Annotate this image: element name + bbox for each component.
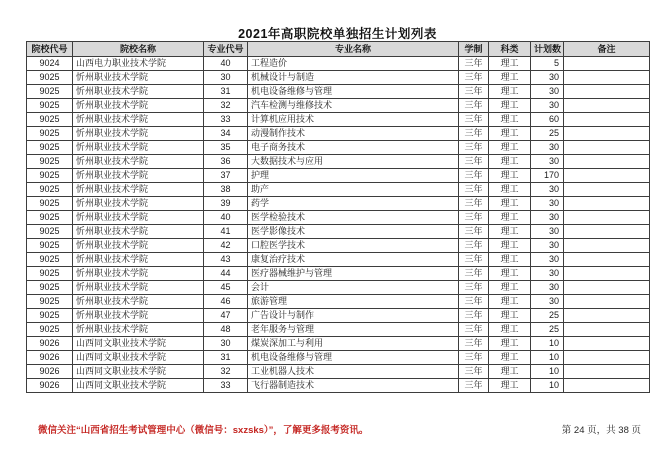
cell-major-code: 35 bbox=[204, 141, 248, 155]
cell-college-code: 9025 bbox=[27, 267, 73, 281]
cell-plan-count: 5 bbox=[531, 57, 564, 71]
cell-college-code: 9025 bbox=[27, 225, 73, 239]
cell-college-code: 9025 bbox=[27, 323, 73, 337]
wechat-notice: 微信关注“山西省招生考试管理中心（微信号：sxzsks）”，了解更多报考资讯。 bbox=[38, 425, 369, 436]
cell-remarks bbox=[564, 127, 650, 141]
table-row bbox=[27, 71, 650, 85]
cell-remarks bbox=[564, 379, 650, 393]
cell-major-code: 48 bbox=[204, 323, 248, 337]
cell-duration: 三年 bbox=[459, 225, 489, 239]
cell-category: 理工 bbox=[489, 267, 531, 281]
cell-major-code: 46 bbox=[204, 295, 248, 309]
table-row bbox=[27, 295, 650, 309]
cell-category: 理工 bbox=[489, 253, 531, 267]
cell-plan-count: 25 bbox=[531, 309, 564, 323]
cell-college-name: 山西同文职业技术学院 bbox=[73, 379, 204, 393]
cell-major-name: 药学 bbox=[248, 197, 459, 211]
cell-category: 理工 bbox=[489, 225, 531, 239]
cell-major-name: 旅游管理 bbox=[248, 295, 459, 309]
header-remarks: 备注 bbox=[564, 42, 650, 57]
cell-plan-count: 30 bbox=[531, 183, 564, 197]
cell-remarks bbox=[564, 71, 650, 85]
table-row bbox=[27, 99, 650, 113]
cell-major-name: 电子商务技术 bbox=[248, 141, 459, 155]
cell-category: 理工 bbox=[489, 57, 531, 71]
cell-plan-count: 10 bbox=[531, 351, 564, 365]
cell-remarks bbox=[564, 225, 650, 239]
cell-college-code: 9026 bbox=[27, 337, 73, 351]
cell-duration: 三年 bbox=[459, 323, 489, 337]
cell-plan-count: 10 bbox=[531, 365, 564, 379]
cell-major-name: 老年服务与管理 bbox=[248, 323, 459, 337]
page-indicator: 第 24 页，共 38 页 bbox=[561, 425, 641, 436]
cell-plan-count: 10 bbox=[531, 379, 564, 393]
cell-major-name: 护理 bbox=[248, 169, 459, 183]
cell-plan-count: 60 bbox=[531, 113, 564, 127]
cell-duration: 三年 bbox=[459, 253, 489, 267]
cell-duration: 三年 bbox=[459, 267, 489, 281]
header-college-name: 院校名称 bbox=[73, 42, 204, 57]
cell-plan-count: 30 bbox=[531, 239, 564, 253]
table-row bbox=[27, 113, 650, 127]
cell-remarks bbox=[564, 169, 650, 183]
cell-duration: 三年 bbox=[459, 169, 489, 183]
cell-major-code: 44 bbox=[204, 267, 248, 281]
cell-college-name: 忻州职业技术学院 bbox=[73, 183, 204, 197]
cell-college-code: 9025 bbox=[27, 211, 73, 225]
cell-duration: 三年 bbox=[459, 239, 489, 253]
table-row bbox=[27, 85, 650, 99]
cell-duration: 三年 bbox=[459, 57, 489, 71]
header-category: 科类 bbox=[489, 42, 531, 57]
table-row bbox=[27, 337, 650, 351]
cell-category: 理工 bbox=[489, 211, 531, 225]
cell-remarks bbox=[564, 155, 650, 169]
cell-plan-count: 30 bbox=[531, 281, 564, 295]
table-row bbox=[27, 253, 650, 267]
header-major-name: 专业名称 bbox=[248, 42, 459, 57]
cell-category: 理工 bbox=[489, 155, 531, 169]
cell-college-name: 忻州职业技术学院 bbox=[73, 309, 204, 323]
cell-category: 理工 bbox=[489, 169, 531, 183]
cell-major-name: 工程造价 bbox=[248, 57, 459, 71]
table-row bbox=[27, 309, 650, 323]
cell-college-name: 忻州职业技术学院 bbox=[73, 225, 204, 239]
cell-major-name: 机械设计与制造 bbox=[248, 71, 459, 85]
cell-college-name: 忻州职业技术学院 bbox=[73, 323, 204, 337]
cell-plan-count: 30 bbox=[531, 71, 564, 85]
cell-major-code: 30 bbox=[204, 71, 248, 85]
cell-category: 理工 bbox=[489, 309, 531, 323]
table-row bbox=[27, 197, 650, 211]
cell-duration: 三年 bbox=[459, 155, 489, 169]
cell-major-name: 医疗器械维护与管理 bbox=[248, 267, 459, 281]
cell-category: 理工 bbox=[489, 351, 531, 365]
cell-college-name: 忻州职业技术学院 bbox=[73, 127, 204, 141]
cell-remarks bbox=[564, 337, 650, 351]
cell-college-name: 忻州职业技术学院 bbox=[73, 253, 204, 267]
cell-major-code: 34 bbox=[204, 127, 248, 141]
cell-college-code: 9024 bbox=[27, 57, 73, 71]
cell-college-name: 忻州职业技术学院 bbox=[73, 169, 204, 183]
cell-college-code: 9026 bbox=[27, 365, 73, 379]
cell-major-code: 31 bbox=[204, 351, 248, 365]
cell-college-name: 忻州职业技术学院 bbox=[73, 281, 204, 295]
cell-category: 理工 bbox=[489, 281, 531, 295]
cell-college-code: 9025 bbox=[27, 197, 73, 211]
page-title: 2021年高职院校单独招生计划列表 bbox=[238, 27, 437, 41]
cell-category: 理工 bbox=[489, 323, 531, 337]
header-major-code: 专业代号 bbox=[204, 42, 248, 57]
cell-duration: 三年 bbox=[459, 295, 489, 309]
cell-duration: 三年 bbox=[459, 113, 489, 127]
cell-duration: 三年 bbox=[459, 141, 489, 155]
cell-category: 理工 bbox=[489, 113, 531, 127]
cell-college-code: 9025 bbox=[27, 281, 73, 295]
cell-remarks bbox=[564, 365, 650, 379]
cell-plan-count: 30 bbox=[531, 141, 564, 155]
cell-major-name: 机电设备维修与管理 bbox=[248, 351, 459, 365]
cell-college-name: 忻州职业技术学院 bbox=[73, 267, 204, 281]
cell-major-name: 会计 bbox=[248, 281, 459, 295]
cell-major-code: 40 bbox=[204, 211, 248, 225]
cell-major-code: 30 bbox=[204, 337, 248, 351]
cell-major-name: 口腔医学技术 bbox=[248, 239, 459, 253]
cell-category: 理工 bbox=[489, 337, 531, 351]
table-row bbox=[27, 379, 650, 393]
cell-college-name: 山西电力职业技术学院 bbox=[73, 57, 204, 71]
cell-category: 理工 bbox=[489, 127, 531, 141]
enrollment-plan-table bbox=[26, 41, 650, 393]
cell-plan-count: 10 bbox=[531, 337, 564, 351]
cell-category: 理工 bbox=[489, 379, 531, 393]
cell-plan-count: 25 bbox=[531, 323, 564, 337]
cell-duration: 三年 bbox=[459, 197, 489, 211]
cell-duration: 三年 bbox=[459, 351, 489, 365]
table-row bbox=[27, 225, 650, 239]
cell-college-code: 9025 bbox=[27, 183, 73, 197]
cell-category: 理工 bbox=[489, 295, 531, 309]
cell-major-code: 37 bbox=[204, 169, 248, 183]
cell-college-code: 9025 bbox=[27, 85, 73, 99]
cell-plan-count: 30 bbox=[531, 197, 564, 211]
cell-college-name: 忻州职业技术学院 bbox=[73, 295, 204, 309]
cell-college-code: 9025 bbox=[27, 127, 73, 141]
table-row bbox=[27, 57, 650, 71]
cell-college-name: 忻州职业技术学院 bbox=[73, 113, 204, 127]
cell-plan-count: 30 bbox=[531, 155, 564, 169]
cell-category: 理工 bbox=[489, 85, 531, 99]
cell-major-code: 38 bbox=[204, 183, 248, 197]
cell-college-code: 9025 bbox=[27, 253, 73, 267]
cell-college-name: 山西同文职业技术学院 bbox=[73, 337, 204, 351]
cell-plan-count: 170 bbox=[531, 169, 564, 183]
cell-duration: 三年 bbox=[459, 337, 489, 351]
cell-college-code: 9025 bbox=[27, 239, 73, 253]
cell-college-name: 忻州职业技术学院 bbox=[73, 71, 204, 85]
cell-college-code: 9025 bbox=[27, 71, 73, 85]
table-row bbox=[27, 141, 650, 155]
cell-remarks bbox=[564, 309, 650, 323]
cell-major-name: 医学影像技术 bbox=[248, 225, 459, 239]
cell-category: 理工 bbox=[489, 71, 531, 85]
cell-category: 理工 bbox=[489, 239, 531, 253]
cell-major-name: 助产 bbox=[248, 183, 459, 197]
cell-college-code: 9025 bbox=[27, 169, 73, 183]
cell-duration: 三年 bbox=[459, 379, 489, 393]
cell-remarks bbox=[564, 281, 650, 295]
header-college-code: 院校代号 bbox=[27, 42, 73, 57]
table-header-row bbox=[27, 42, 650, 57]
header-duration: 学制 bbox=[459, 42, 489, 57]
cell-major-code: 47 bbox=[204, 309, 248, 323]
cell-college-name: 忻州职业技术学院 bbox=[73, 211, 204, 225]
cell-category: 理工 bbox=[489, 197, 531, 211]
table-row bbox=[27, 365, 650, 379]
cell-plan-count: 30 bbox=[531, 85, 564, 99]
cell-college-code: 9025 bbox=[27, 99, 73, 113]
cell-major-code: 45 bbox=[204, 281, 248, 295]
cell-college-name: 忻州职业技术学院 bbox=[73, 141, 204, 155]
cell-major-name: 动漫制作技术 bbox=[248, 127, 459, 141]
cell-college-name: 忻州职业技术学院 bbox=[73, 197, 204, 211]
cell-duration: 三年 bbox=[459, 85, 489, 99]
table-row bbox=[27, 211, 650, 225]
table-row bbox=[27, 183, 650, 197]
cell-remarks bbox=[564, 295, 650, 309]
cell-remarks bbox=[564, 183, 650, 197]
cell-major-name: 机电设备维修与管理 bbox=[248, 85, 459, 99]
cell-category: 理工 bbox=[489, 365, 531, 379]
cell-plan-count: 30 bbox=[531, 295, 564, 309]
cell-major-name: 汽车检测与维修技术 bbox=[248, 99, 459, 113]
table-row bbox=[27, 281, 650, 295]
cell-college-name: 忻州职业技术学院 bbox=[73, 239, 204, 253]
cell-major-code: 33 bbox=[204, 379, 248, 393]
cell-college-name: 忻州职业技术学院 bbox=[73, 99, 204, 113]
table-row bbox=[27, 127, 650, 141]
cell-remarks bbox=[564, 253, 650, 267]
cell-duration: 三年 bbox=[459, 365, 489, 379]
cell-major-name: 康复治疗技术 bbox=[248, 253, 459, 267]
cell-plan-count: 30 bbox=[531, 99, 564, 113]
table-row bbox=[27, 267, 650, 281]
cell-plan-count: 30 bbox=[531, 253, 564, 267]
cell-major-name: 广告设计与制作 bbox=[248, 309, 459, 323]
cell-remarks bbox=[564, 99, 650, 113]
cell-major-code: 39 bbox=[204, 197, 248, 211]
cell-college-name: 山西同文职业技术学院 bbox=[73, 365, 204, 379]
cell-remarks bbox=[564, 197, 650, 211]
cell-plan-count: 25 bbox=[531, 127, 564, 141]
cell-major-name: 大数据技术与应用 bbox=[248, 155, 459, 169]
cell-plan-count: 30 bbox=[531, 225, 564, 239]
cell-major-code: 32 bbox=[204, 99, 248, 113]
cell-remarks bbox=[564, 211, 650, 225]
cell-college-code: 9026 bbox=[27, 351, 73, 365]
cell-duration: 三年 bbox=[459, 211, 489, 225]
cell-major-name: 工业机器人技术 bbox=[248, 365, 459, 379]
cell-major-name: 煤炭深加工与利用 bbox=[248, 337, 459, 351]
cell-plan-count: 30 bbox=[531, 267, 564, 281]
cell-remarks bbox=[564, 239, 650, 253]
cell-major-code: 43 bbox=[204, 253, 248, 267]
cell-remarks bbox=[564, 85, 650, 99]
cell-major-code: 33 bbox=[204, 113, 248, 127]
header-plan-count: 计划数 bbox=[531, 42, 564, 57]
cell-category: 理工 bbox=[489, 141, 531, 155]
cell-major-name: 医学检验技术 bbox=[248, 211, 459, 225]
cell-duration: 三年 bbox=[459, 309, 489, 323]
cell-college-code: 9025 bbox=[27, 155, 73, 169]
cell-college-code: 9025 bbox=[27, 141, 73, 155]
cell-remarks bbox=[564, 57, 650, 71]
cell-remarks bbox=[564, 323, 650, 337]
cell-major-name: 飞行器制造技术 bbox=[248, 379, 459, 393]
table-row bbox=[27, 155, 650, 169]
cell-duration: 三年 bbox=[459, 127, 489, 141]
cell-duration: 三年 bbox=[459, 71, 489, 85]
cell-duration: 三年 bbox=[459, 281, 489, 295]
cell-college-code: 9025 bbox=[27, 295, 73, 309]
cell-major-code: 40 bbox=[204, 57, 248, 71]
cell-major-code: 32 bbox=[204, 365, 248, 379]
cell-college-code: 9025 bbox=[27, 113, 73, 127]
cell-major-code: 31 bbox=[204, 85, 248, 99]
cell-major-code: 36 bbox=[204, 155, 248, 169]
cell-remarks bbox=[564, 267, 650, 281]
cell-college-code: 9026 bbox=[27, 379, 73, 393]
cell-major-name: 计算机应用技术 bbox=[248, 113, 459, 127]
cell-college-name: 忻州职业技术学院 bbox=[73, 85, 204, 99]
cell-category: 理工 bbox=[489, 183, 531, 197]
table-row bbox=[27, 323, 650, 337]
cell-duration: 三年 bbox=[459, 99, 489, 113]
cell-plan-count: 30 bbox=[531, 211, 564, 225]
cell-college-code: 9025 bbox=[27, 309, 73, 323]
cell-remarks bbox=[564, 113, 650, 127]
cell-category: 理工 bbox=[489, 99, 531, 113]
table-row bbox=[27, 239, 650, 253]
page-footer bbox=[26, 422, 649, 436]
cell-major-code: 41 bbox=[204, 225, 248, 239]
cell-college-name: 忻州职业技术学院 bbox=[73, 155, 204, 169]
table-row bbox=[27, 169, 650, 183]
table-row bbox=[27, 351, 650, 365]
cell-remarks bbox=[564, 141, 650, 155]
cell-remarks bbox=[564, 351, 650, 365]
cell-college-name: 山西同文职业技术学院 bbox=[73, 351, 204, 365]
cell-duration: 三年 bbox=[459, 183, 489, 197]
cell-major-code: 42 bbox=[204, 239, 248, 253]
